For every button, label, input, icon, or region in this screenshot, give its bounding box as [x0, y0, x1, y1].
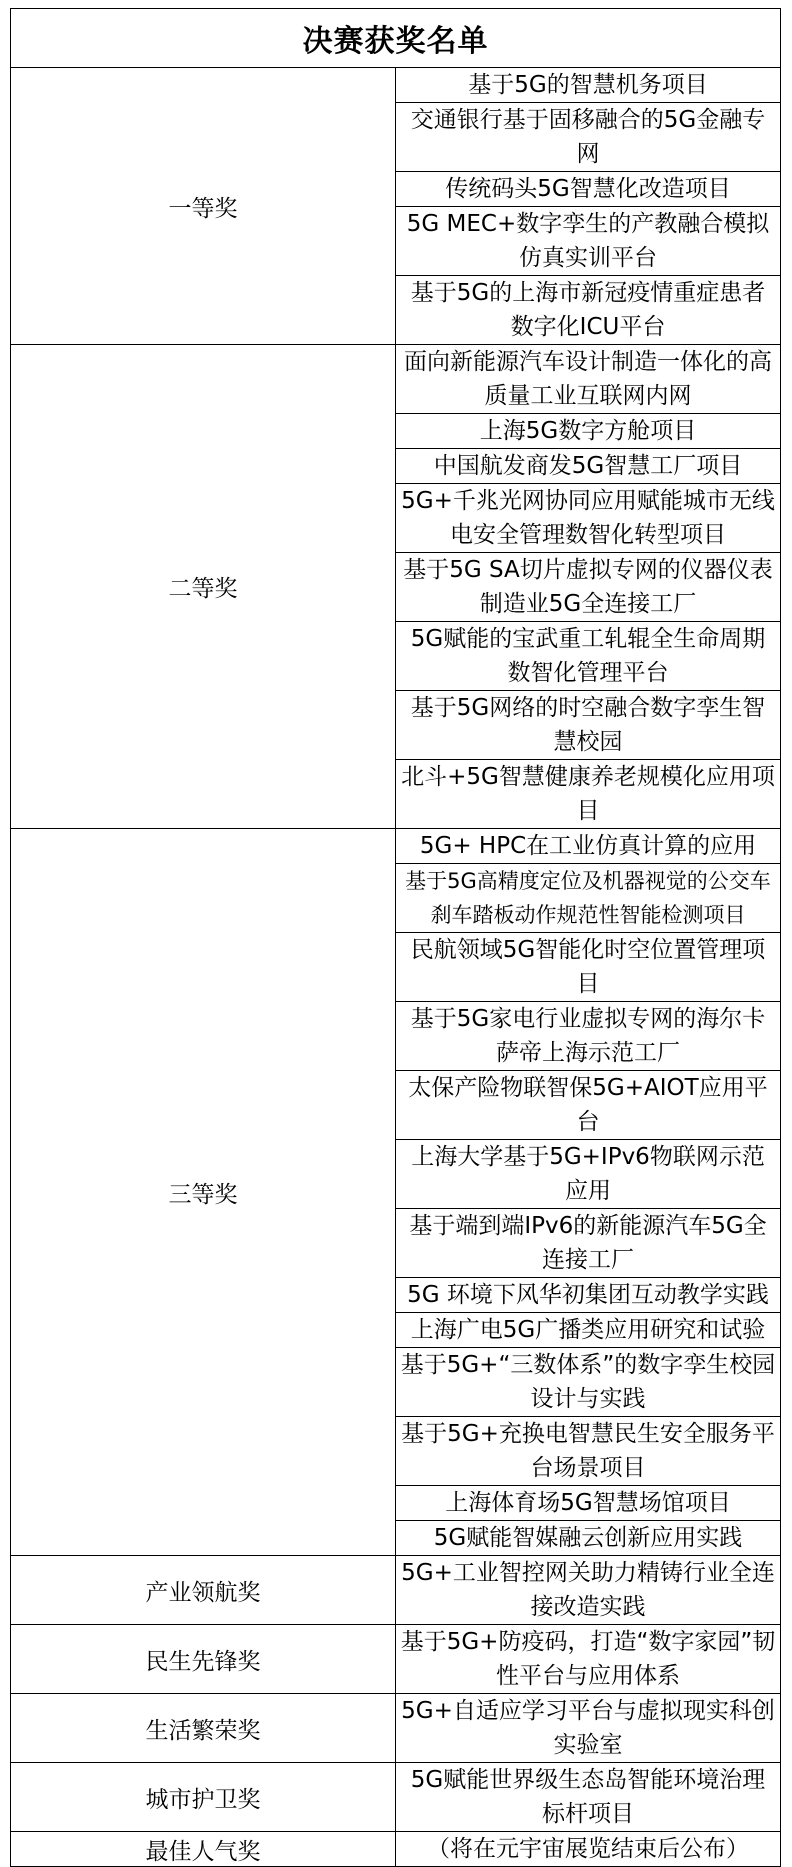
award-project: 基于5G+防疫码，打造“数字家园”韧性平台与应用体系: [396, 1625, 781, 1694]
award-project: 5G MEC+数字孪生的产教融合模拟仿真实训平台: [396, 207, 781, 276]
award-project: 5G+ HPC在工业仿真计算的应用: [396, 829, 781, 864]
award-project: 中国航发商发5G智慧工厂项目: [396, 449, 781, 484]
award-project: 基于5G+“三数体系”的数字孪生校园设计与实践: [396, 1348, 781, 1417]
award-project: 交通银行基于固移融合的5G金融专网: [396, 103, 781, 172]
award-category: 民生先锋奖: [11, 1625, 396, 1694]
award-project: 基于5G+充换电智慧民生安全服务平台场景项目: [396, 1417, 781, 1486]
award-project: 太保产险物联智保5G+AIOT应用平台: [396, 1071, 781, 1140]
award-project: 基于5G网络的时空融合数字孪生智慧校园: [396, 691, 781, 760]
award-project: 5G+自适应学习平台与虚拟现实科创实验室: [396, 1694, 781, 1763]
title-row: [11, 9, 781, 68]
award-category: 一等奖: [11, 68, 396, 345]
award-table: [10, 8, 781, 1867]
table-title: 决赛获奖名单: [11, 9, 781, 68]
table-row: [11, 345, 781, 414]
award-category: 生活繁荣奖: [11, 1694, 396, 1763]
award-category: 城市护卫奖: [11, 1763, 396, 1832]
award-project: 5G赋能世界级生态岛智能环境治理标杆项目: [396, 1763, 781, 1832]
award-project: 5G赋能智媒融云创新应用实践: [396, 1521, 781, 1556]
award-project: 传统码头5G智慧化改造项目: [396, 172, 781, 207]
table-row: [11, 68, 781, 103]
award-project: 基于5G SA切片虚拟专网的仪器仪表制造业5G全连接工厂: [396, 553, 781, 622]
award-project: 基于端到端IPv6的新能源汽车5G全连接工厂: [396, 1209, 781, 1278]
award-project: 面向新能源汽车设计制造一体化的高质量工业互联网内网: [396, 345, 781, 414]
award-project: 北斗+5G智慧健康养老规模化应用项目: [396, 760, 781, 829]
award-project: 基于5G的智慧机务项目: [396, 68, 781, 103]
award-category: 产业领航奖: [11, 1556, 396, 1625]
award-project: 基于5G高精度定位及机器视觉的公交车刹车踏板动作规范性智能检测项目: [396, 864, 781, 933]
award-project: 基于5G家电行业虚拟专网的海尔卡萨帝上海示范工厂: [396, 1002, 781, 1071]
award-project: 上海5G数字方舱项目: [396, 414, 781, 449]
award-project: 5G 环境下风华初集团互动教学实践: [396, 1278, 781, 1313]
award-project: 5G+千兆光网协同应用赋能城市无线电安全管理数智化转型项目: [396, 484, 781, 553]
award-project: 上海大学基于5G+IPv6物联网示范应用: [396, 1140, 781, 1209]
table-row: [11, 1832, 781, 1867]
award-list-sheet: [10, 8, 781, 1867]
award-project: 上海体育场5G智慧场馆项目: [396, 1486, 781, 1521]
award-project: 上海广电5G广播类应用研究和试验: [396, 1313, 781, 1348]
award-project: 5G+工业智控网关助力精铸行业全连接改造实践: [396, 1556, 781, 1625]
award-project: （将在元宇宙展览结束后公布）: [396, 1832, 781, 1867]
table-row: [11, 1625, 781, 1694]
table-row: [11, 829, 781, 864]
award-project: 5G赋能的宝武重工轧辊全生命周期数智化管理平台: [396, 622, 781, 691]
table-row: [11, 1694, 781, 1763]
award-category: 二等奖: [11, 345, 396, 829]
table-row: [11, 1763, 781, 1832]
table-row: [11, 1556, 781, 1625]
award-project: 民航领域5G智能化时空位置管理项目: [396, 933, 781, 1002]
award-project: 基于5G的上海市新冠疫情重症患者数字化ICU平台: [396, 276, 781, 345]
award-category: 最佳人气奖: [11, 1832, 396, 1867]
award-category: 三等奖: [11, 829, 396, 1556]
